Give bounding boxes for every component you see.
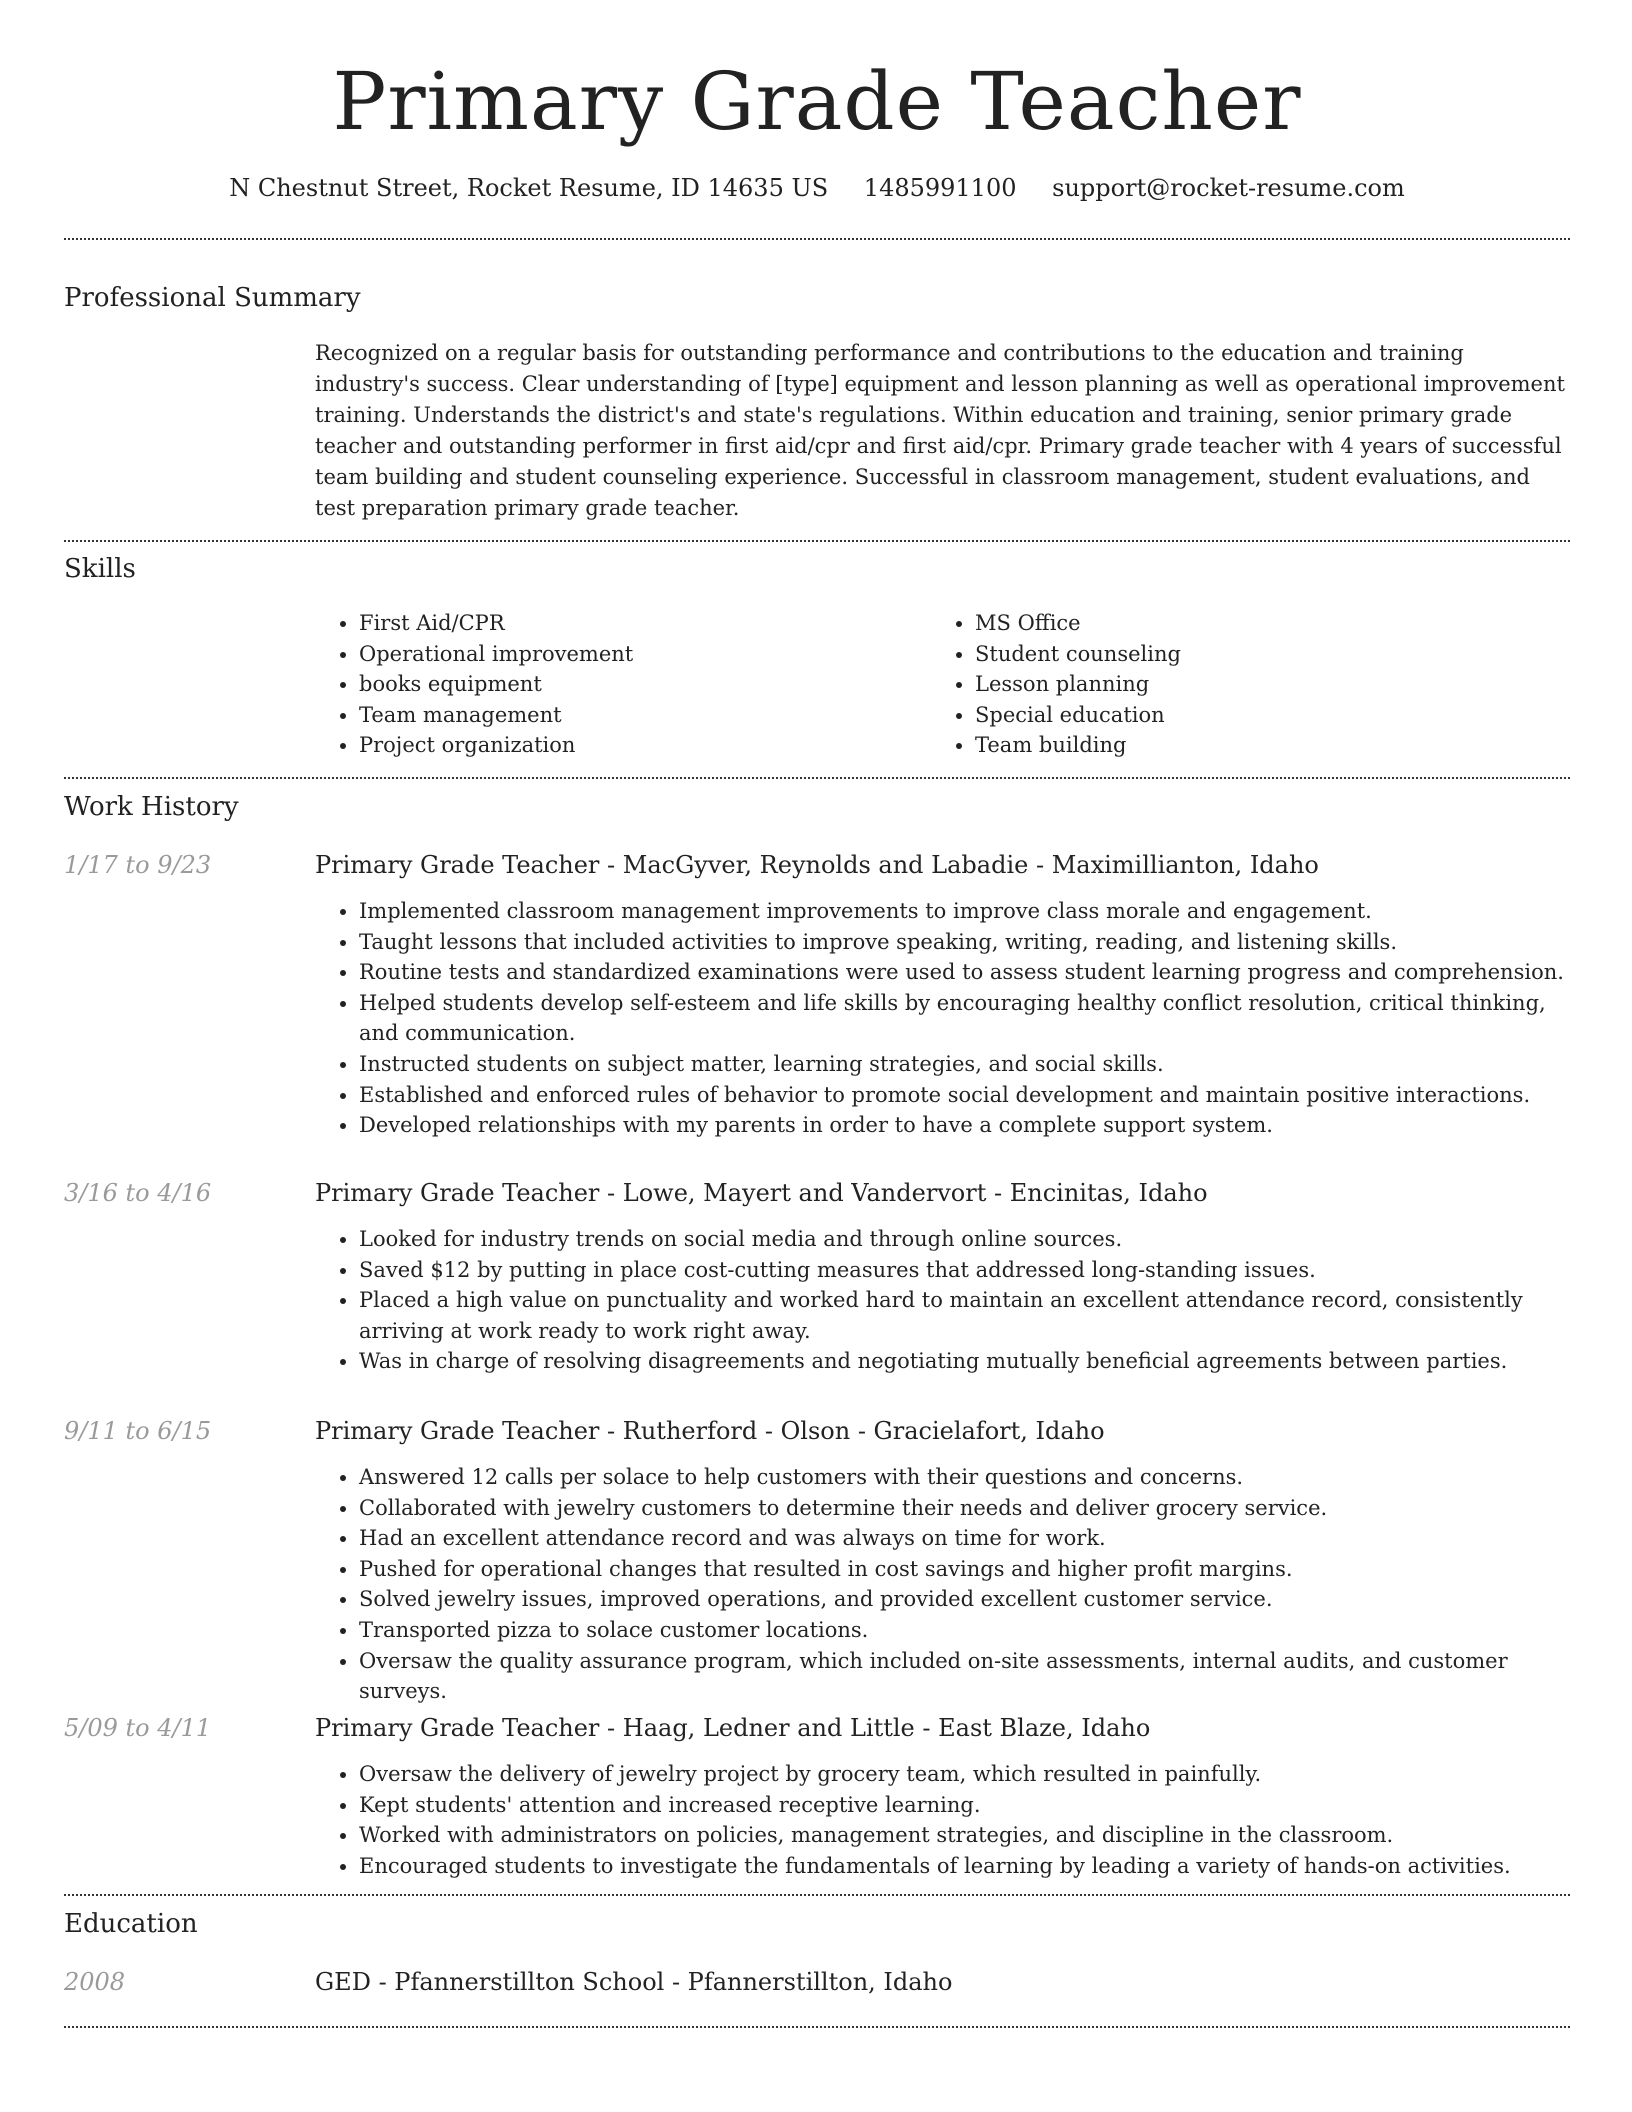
job-title: Primary Grade Teacher - MacGyver, Reynolds and Labadie - Maximillianton, Idaho xyxy=(315,851,1319,879)
job-bullet: • Oversaw the quality assurance program, which included on-site assessments, internal audits, and customer surveys. xyxy=(359,1646,1570,1707)
contact-line xyxy=(64,172,1570,204)
divider xyxy=(64,238,1570,240)
job-bullet: • Encouraged students to investigate the fundamentals of learning by leading a variety of hands-on activities. xyxy=(359,1851,1570,1882)
job-bullet: • Taught lessons that included activities to improve speaking, writing, reading, and listening skills. xyxy=(359,927,1570,958)
job-bullet: • Answered 12 calls per solace to help customers with their questions and concerns. xyxy=(359,1462,1570,1493)
education-year: 2008 xyxy=(64,1968,126,1996)
job-bullets xyxy=(315,1759,1570,1881)
job-bullet: • Instructed students on subject matter, learning strategies, and social skills. xyxy=(359,1049,1570,1080)
phone: 1485991100 xyxy=(863,174,1017,202)
job-bullet: • Transported pizza to solace customer locations. xyxy=(359,1615,1570,1646)
skill-item: • Project organization xyxy=(359,730,931,761)
divider xyxy=(64,2026,1570,2028)
job-bullet: • Worked with administrators on policies, management strategies, and discipline in the classroom. xyxy=(359,1820,1570,1851)
job-bullet: • Placed a high value on punctuality and worked hard to maintain an excellent attendance record, consistently arriving at work ready to work right away. xyxy=(359,1285,1570,1346)
job-entry xyxy=(64,1176,1570,1377)
job-bullet: • Developed relationships with my parents in order to have a complete support system. xyxy=(359,1110,1570,1141)
skills-list xyxy=(315,608,1632,761)
job-entry xyxy=(64,1711,1570,1881)
job-bullets xyxy=(315,1224,1570,1377)
job-body xyxy=(315,1176,1570,1377)
job-bullet: • Had an excellent attendance record and was always on time for work. xyxy=(359,1523,1570,1554)
email: support@rocket-resume.com xyxy=(1052,174,1405,202)
job-entry xyxy=(64,1414,1570,1707)
job-bullet: • Oversaw the delivery of jewelry project by grocery team, which resulted in painfully. xyxy=(359,1759,1570,1790)
job-dates: 3/16 to 4/16 xyxy=(64,1179,212,1207)
job-dates: 9/11 to 6/15 xyxy=(64,1417,212,1445)
job-bullet: • Established and enforced rules of behavior to promote social development and maintain positive interactions. xyxy=(359,1080,1570,1111)
job-title: Primary Grade Teacher - Rutherford - Olson - Gracielafort, Idaho xyxy=(315,1417,1105,1445)
job-body xyxy=(315,1711,1570,1881)
skill-item: • Special education xyxy=(975,700,1547,731)
skill-item: • MS Office xyxy=(975,608,1547,639)
education-entry xyxy=(64,1965,1570,1999)
skills-column-left xyxy=(315,608,931,761)
divider xyxy=(64,540,1570,542)
skill-item: • Student counseling xyxy=(975,639,1547,670)
job-dates: 5/09 to 4/11 xyxy=(64,1714,212,1742)
job-bullet: • Helped students develop self-esteem and life skills by encouraging healthy conflict resolution, critical thinking, and communication. xyxy=(359,988,1570,1049)
job-bullet: • Was in charge of resolving disagreements and negotiating mutually beneficial agreements between parties. xyxy=(359,1346,1570,1377)
job-bullet: • Pushed for operational changes that resulted in cost savings and higher profit margins. xyxy=(359,1554,1570,1585)
skill-item: • Lesson planning xyxy=(975,669,1547,700)
job-body xyxy=(315,848,1570,1141)
work-heading: Work History xyxy=(64,792,239,822)
address: N Chestnut Street, Rocket Resume, ID 14635 US xyxy=(229,174,829,202)
job-bullet: • Routine tests and standardized examinations were used to assess student learning progress and comprehension. xyxy=(359,957,1570,988)
skill-item: • Team building xyxy=(975,730,1547,761)
summary-text: Recognized on a regular basis for outstanding performance and contributions to the education and training industry's success. Clear understanding of [type] equipment and lesson planning as well as operational improvement training. Understands the district's and state's regulations. Within education and training, senior primary grade teacher and outstanding performer in first aid/cpr and first aid/cpr. Primary grade teacher with 4 years of successful team building and student counseling experience. Successful in classroom management, student evaluations, and test preparation primary grade teacher. xyxy=(315,341,1565,520)
job-entry xyxy=(64,848,1570,1141)
job-bullet: • Collaborated with jewelry customers to determine their needs and deliver grocery service. xyxy=(359,1493,1570,1524)
job-bullet: • Saved $12 by putting in place cost-cutting measures that addressed long-standing issues. xyxy=(359,1255,1570,1286)
candidate-name: Primary Grade Teacher xyxy=(332,55,1302,148)
education-title: GED - Pfannerstillton School - Pfannerstillton, Idaho xyxy=(315,1968,953,1996)
skill-item: • books equipment xyxy=(359,669,931,700)
skill-item: • First Aid/CPR xyxy=(359,608,931,639)
job-bullet: • Implemented classroom management improvements to improve class morale and engagement. xyxy=(359,896,1570,927)
job-bullets xyxy=(315,896,1570,1141)
summary-heading: Professional Summary xyxy=(64,283,361,313)
job-title: Primary Grade Teacher - Haag, Ledner and Little - East Blaze, Idaho xyxy=(315,1714,1151,1742)
skills-column-right xyxy=(931,608,1547,761)
job-bullet: • Looked for industry trends on social media and through online sources. xyxy=(359,1224,1570,1255)
skill-item: • Team management xyxy=(359,700,931,731)
resume-page xyxy=(64,0,1570,1996)
education-heading: Education xyxy=(64,1909,198,1939)
job-bullet: • Solved jewelry issues, improved operations, and provided excellent customer service. xyxy=(359,1584,1570,1615)
divider xyxy=(64,1894,1570,1896)
skill-item: • Operational improvement xyxy=(359,639,931,670)
divider xyxy=(64,777,1570,779)
education-body xyxy=(315,1965,1570,1999)
job-bullets xyxy=(315,1462,1570,1707)
skills-heading: Skills xyxy=(64,554,136,584)
job-bullet: • Kept students' attention and increased receptive learning. xyxy=(359,1790,1570,1821)
job-title: Primary Grade Teacher - Lowe, Mayert and Vandervort - Encinitas, Idaho xyxy=(315,1179,1208,1207)
job-dates: 1/17 to 9/23 xyxy=(64,851,212,879)
job-body xyxy=(315,1414,1570,1707)
